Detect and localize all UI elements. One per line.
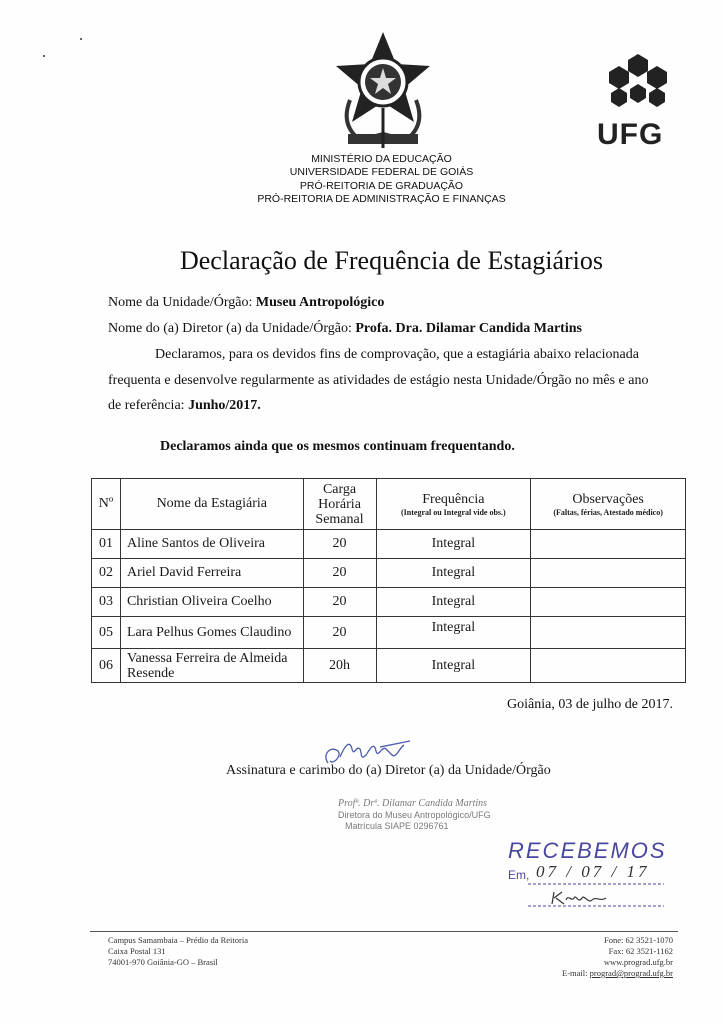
ufg-hexagon-logo-icon — [605, 52, 671, 108]
header-num: Nº — [92, 479, 121, 530]
row-observations — [531, 649, 686, 683]
received-date: 07 / 07 / 17 — [536, 862, 650, 881]
stamp-registration: Matrícula SIAPE 0296761 — [345, 821, 449, 831]
footer-contact — [562, 935, 673, 979]
row-num: 02 — [92, 559, 121, 588]
received-initials-icon — [548, 888, 618, 908]
header-frequency — [376, 479, 531, 530]
row-frequency: Integral — [376, 588, 531, 617]
header-observations-label: Observações — [572, 491, 644, 507]
footer-email-line — [562, 968, 673, 979]
row-hours: 20 — [303, 617, 376, 649]
row-name: Lara Pelhus Gomes Claudino — [120, 617, 303, 649]
header-line-ministry: MINISTÉRIO DA EDUCAÇÃO — [311, 153, 452, 165]
document-title: Declaração de Frequência de Estagiários — [179, 246, 603, 275]
header-hours — [303, 479, 376, 530]
director-value: Profa. Dra. Dilamar Candida Martins — [355, 321, 582, 336]
received-stamp-em: Em, — [508, 868, 530, 882]
row-num: 03 — [92, 588, 121, 617]
row-name — [120, 649, 303, 683]
row-hours: 20h — [303, 649, 376, 683]
footer-email-link[interactable]: prograd@prograd.ufg.br — [589, 968, 673, 978]
signature-caption: Assinatura e carimbo do (a) Diretor (a) da Unidade/Órgão — [226, 763, 551, 778]
row-name: Ariel David Ferreira — [120, 559, 303, 588]
table-row — [92, 588, 686, 617]
row-num: 06 — [92, 649, 121, 683]
director-label: Nome do (a) Diretor (a) da Unidade/Órgão: — [108, 321, 352, 336]
reference-value: Junho/2017. — [188, 398, 261, 413]
statement: Declaramos ainda que os mesmos continuam frequentando. — [160, 439, 515, 454]
ufg-logo-text: UFG — [597, 118, 664, 151]
row-name-line-1: Vanessa Ferreira de Almeida — [126, 650, 288, 666]
header-line-university: UNIVERSIDADE FEDERAL DE GOIÁS — [289, 166, 474, 178]
brazil-coat-of-arms-icon — [330, 30, 436, 152]
place-date: Goiânia, 03 de julho de 2017. — [507, 697, 674, 712]
unit-value: Museu Antropológico — [255, 295, 385, 310]
unit-label: Nome da Unidade/Órgão: — [108, 295, 253, 310]
footer-address — [108, 935, 248, 968]
row-num: 05 — [92, 617, 121, 649]
table-row — [92, 649, 686, 683]
speck — [43, 55, 45, 57]
body-line-1: Declaramos, para os devidos fins de comprovação, que a estagiária abaixo relacionada — [155, 347, 639, 362]
row-frequency: Integral — [376, 559, 531, 588]
footer-divider — [90, 931, 678, 932]
row-hours: 20 — [303, 530, 376, 559]
body-line-3 — [108, 399, 261, 413]
row-observations — [531, 559, 686, 588]
row-hours: 20 — [303, 588, 376, 617]
row-name-line-2: Resende — [126, 665, 175, 681]
footer-fax: Fax: 62 3521-1162 — [608, 946, 673, 956]
header-observations — [531, 479, 686, 530]
header-observations-sub: (Faltas, férias, Atestado médico) — [553, 507, 663, 517]
header-hours-3: Semanal — [315, 511, 364, 527]
row-frequency: Integral — [376, 617, 531, 649]
table-row — [92, 617, 686, 649]
footer-email-label: E-mail: — [562, 968, 588, 978]
reference-label: de referência: — [108, 398, 185, 413]
row-observations — [531, 530, 686, 559]
row-hours: 20 — [303, 559, 376, 588]
footer-website: www.prograd.ufg.br — [603, 957, 673, 967]
row-frequency: Integral — [376, 530, 531, 559]
body-line-2: frequenta e desenvolve regularmente as atividades de estágio nesta Unidade/Órgão no mês e ano — [108, 373, 649, 388]
stamp-role: Diretora do Museu Antropológico/UFG — [338, 810, 491, 820]
table-header-row — [92, 479, 686, 530]
header-line-administration: PRÓ-REITORIA DE ADMINISTRAÇÃO E FINANÇAS — [257, 193, 506, 205]
stamp-name: Profª. Drª. Dilamar Candida Martins — [338, 798, 488, 809]
header-hours-2: Horária — [318, 496, 361, 512]
footer-phone: Fone: 62 3521-1070 — [604, 935, 673, 945]
header-frequency-label: Frequência — [422, 491, 485, 507]
header-line-graduation: PRÓ-REITORIA DE GRADUAÇÃO — [299, 180, 464, 192]
director-line — [108, 322, 582, 336]
row-name: Aline Santos de Oliveira — [120, 530, 303, 559]
header-frequency-sub: (Integral ou Integral vide obs.) — [401, 507, 506, 517]
row-frequency: Integral — [376, 649, 531, 683]
row-observations — [531, 588, 686, 617]
footer-address-2: Caixa Postal 131 — [108, 946, 166, 956]
footer-address-1: Campus Samambaia – Prédio da Reitoria — [108, 935, 248, 945]
unit-line — [108, 296, 384, 310]
row-num: 01 — [92, 530, 121, 559]
table-row — [92, 559, 686, 588]
table-row — [92, 530, 686, 559]
received-stamp-title: RECEBEMOS — [508, 838, 667, 863]
speck — [80, 38, 82, 40]
row-name: Christian Oliveira Coelho — [120, 588, 303, 617]
footer-address-3: 74001-970 Goiânia-GO – Brasil — [108, 957, 218, 967]
header-name: Nome da Estagiária — [120, 479, 303, 530]
row-observations — [531, 617, 686, 649]
header-hours-1: Carga — [322, 481, 357, 497]
interns-table — [91, 478, 686, 683]
